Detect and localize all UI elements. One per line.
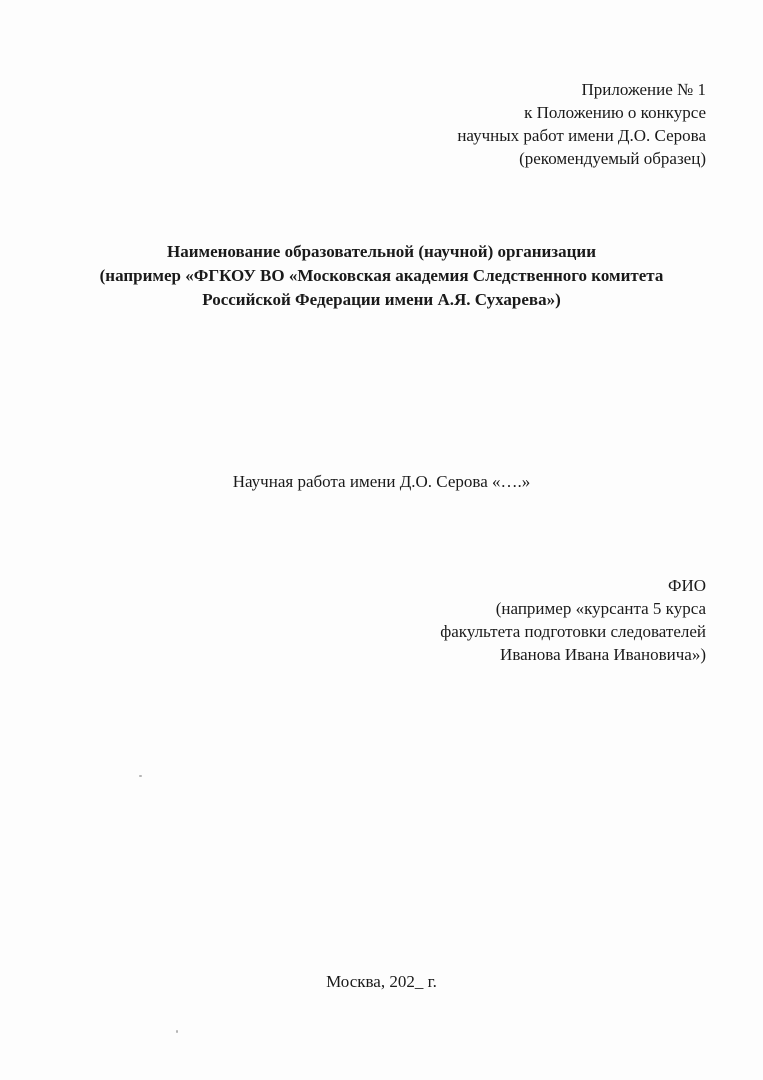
organization-line: Наименование образовательной (научной) организации: [166, 242, 596, 261]
scan-speck: [176, 1030, 178, 1033]
annex-line: научных работ имени Д.О. Серова: [457, 126, 706, 145]
author-line: (например «курсанта 5 курса: [495, 599, 706, 618]
city-year: Москва, 202_ г.: [326, 972, 437, 991]
author-line: Иванова Ивана Ивановича»): [500, 645, 706, 664]
organization-line: Российской Федерации имени А.Я. Сухарева»): [202, 290, 561, 309]
annex-line: (рекомендуемый образец): [519, 149, 706, 168]
organization-line: (например «ФГКОУ ВО «Московская академия Следственного комитета: [99, 266, 664, 285]
annex-header: [457, 78, 706, 170]
author-block: [440, 574, 706, 666]
author-line: факультета подготовки следователей: [440, 622, 706, 641]
organization-heading: [0, 240, 763, 312]
scan-speck: [139, 775, 142, 777]
annex-line: Приложение № 1: [581, 80, 706, 99]
author-line: ФИО: [668, 576, 706, 595]
work-title: Научная работа имени Д.О. Серова «….»: [232, 472, 531, 491]
annex-line: к Положению о конкурсе: [524, 103, 706, 122]
